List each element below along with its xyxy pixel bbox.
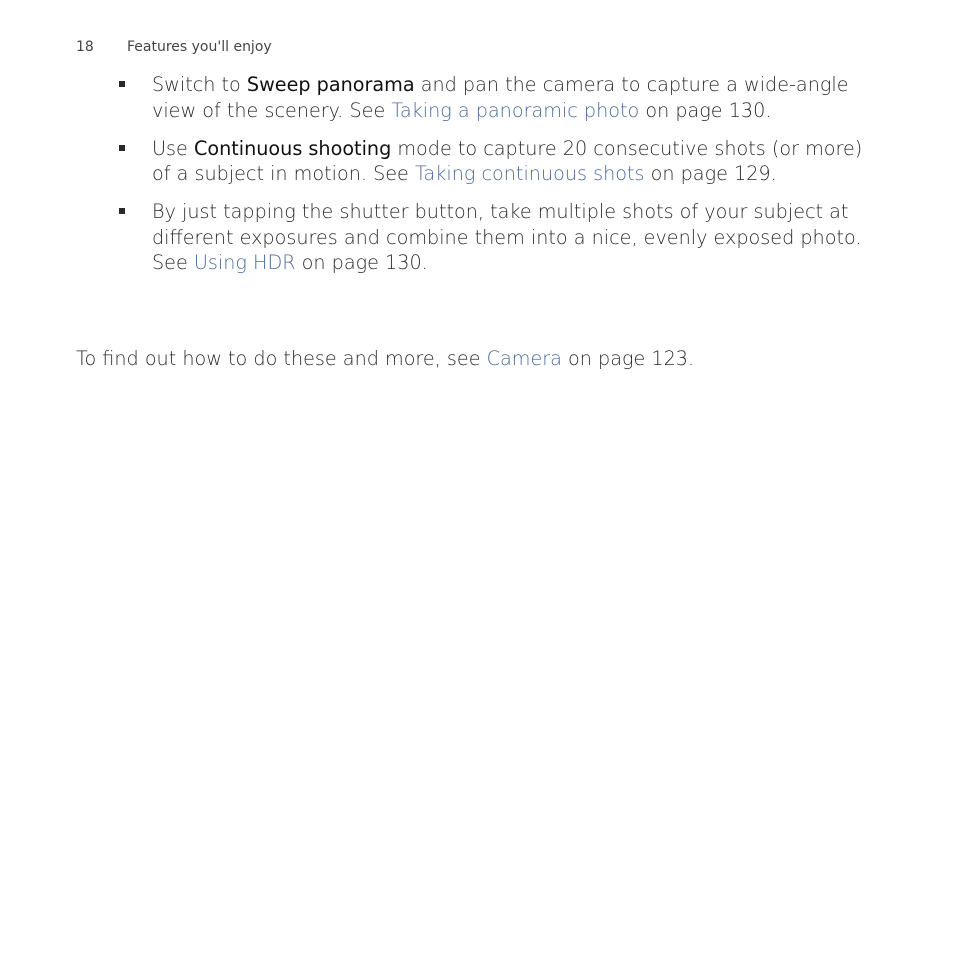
bullet-text: on page 130. xyxy=(639,98,772,122)
link-taking-panoramic-photo[interactable]: Taking a panoramic photo xyxy=(391,98,640,122)
list-item-continuous-shooting xyxy=(0,136,864,187)
summary-text: To find out how to do these and more, see xyxy=(76,347,487,370)
bullet-text: mode to capture 20 consecutive shots (or more) of a subject in motion. See xyxy=(152,136,863,185)
link-camera[interactable]: Camera xyxy=(486,347,562,370)
list-item-hdr xyxy=(0,199,864,276)
link-using-hdr[interactable]: Using HDR xyxy=(193,251,296,274)
bullet-square-icon xyxy=(119,81,125,87)
page-number: 18 xyxy=(76,39,94,55)
link-taking-continuous-shots[interactable]: Taking continuous shots xyxy=(414,162,645,185)
bullet-square-icon xyxy=(119,145,125,151)
feature-list xyxy=(0,72,954,288)
bullet-text: Switch to xyxy=(152,73,247,96)
bullet-square-icon xyxy=(119,208,125,214)
page-header xyxy=(76,39,272,55)
bullet-text: on page 130. xyxy=(295,251,428,274)
summary-text: on page 123. xyxy=(561,347,695,370)
list-item-sweep-panorama xyxy=(0,72,864,123)
feature-name: Continuous shooting xyxy=(193,136,392,160)
bullet-text: and pan the camera to capture a wide-angle view of the scenery. See xyxy=(152,73,849,122)
section-title: Features you'll enjoy xyxy=(127,39,272,55)
bullet-text: By just tapping the shutter button, take multiple shots of your subject at different exposures and combine them into a nice, evenly exposed photo. See xyxy=(152,200,862,274)
feature-name: Sweep panorama xyxy=(246,73,415,96)
bullet-text: Use xyxy=(152,136,194,160)
summary-paragraph xyxy=(76,346,876,372)
bullet-text: on page 129. xyxy=(644,162,777,185)
